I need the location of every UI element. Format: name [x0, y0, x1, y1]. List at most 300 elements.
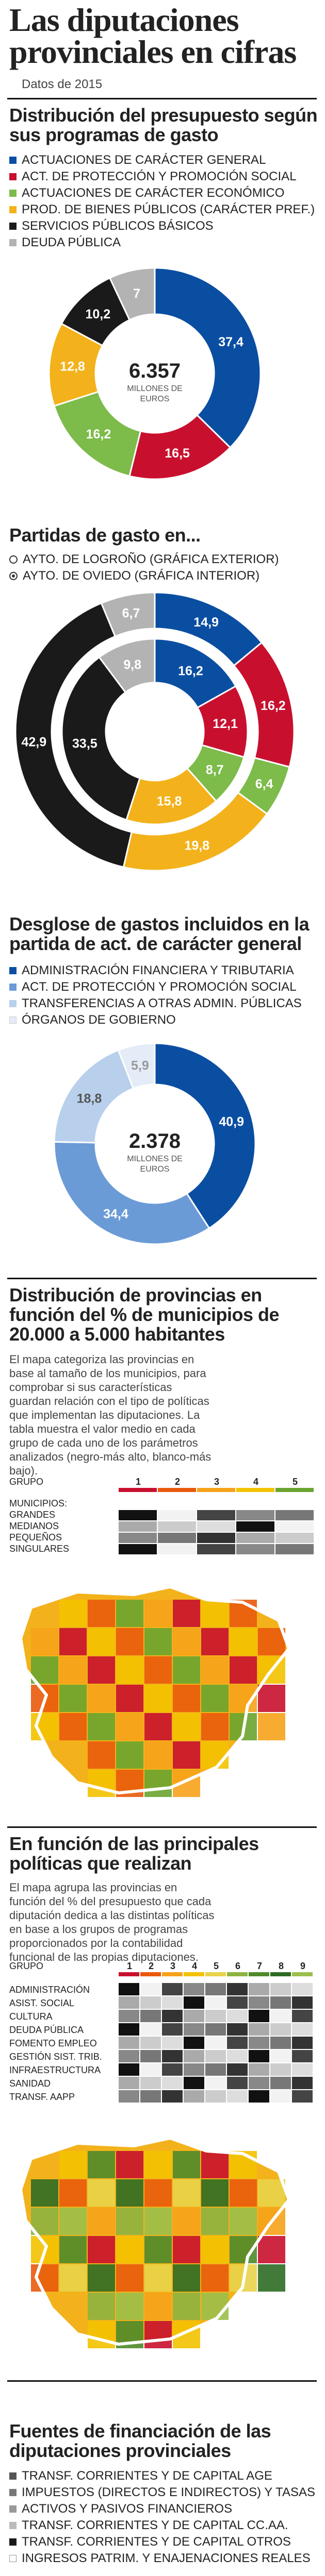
heat-cell — [184, 1983, 204, 1995]
slice-label: 16,5 — [165, 446, 190, 461]
slice-label: 34,4 — [103, 1207, 128, 1222]
heat-cell — [270, 2037, 291, 2049]
center-value: 2.378 — [128, 1130, 181, 1153]
heat-cell — [140, 2063, 161, 2076]
map-province — [116, 1713, 143, 1740]
heat-cell — [162, 2023, 183, 2036]
legend-budget — [9, 152, 319, 251]
heat-cell — [249, 1996, 269, 2009]
legend-financiacion — [9, 2468, 319, 2567]
heat-cell — [270, 2023, 291, 2036]
map-province — [88, 2321, 115, 2348]
row-label: GESTIÓN SIST. TRIB. — [9, 2052, 102, 2062]
group-number: 1 — [126, 1961, 133, 1971]
map-province — [258, 1713, 285, 1740]
heat-cell — [249, 2037, 269, 2049]
map-province — [144, 1685, 172, 1712]
map-province — [144, 2151, 172, 2178]
legend-item: AYTO. DE LOGROÑO (GRÁFICA EXTERIOR) — [23, 552, 279, 566]
map-province — [88, 2236, 115, 2263]
heat-cell — [292, 2090, 313, 2103]
heat-cell — [119, 1521, 157, 1532]
slice-label: 19,8 — [184, 838, 210, 853]
map-province — [59, 2151, 87, 2178]
group-color-bar — [292, 1972, 313, 1976]
row-label: GRANDES — [9, 1510, 56, 1520]
divider — [7, 2380, 317, 2382]
row-label: ADMINISTRACIÓN — [9, 1985, 90, 1995]
heat-cell — [227, 2063, 248, 2076]
map-province — [201, 1713, 229, 1740]
row-label: PEQUEÑOS — [9, 1532, 62, 1543]
heat-cell — [184, 2037, 204, 2049]
heat-cell — [275, 1533, 314, 1543]
legend-item: ACTUACIONES DE CARÁCTER ECONÓMICO — [22, 186, 285, 200]
heat-cell — [184, 2077, 204, 2089]
heat-cell — [119, 2063, 139, 2076]
group-label: GRUPO — [9, 1477, 44, 1487]
heat-cell — [249, 2023, 269, 2036]
heat-cell — [162, 1983, 183, 1995]
map-province — [88, 2208, 115, 2235]
heat-cell — [119, 2077, 139, 2089]
legend-item: ADMINISTRACIÓN FINANCIERA Y TRIBUTARIA — [22, 963, 294, 977]
heat-cell — [227, 2037, 248, 2049]
heat-cell — [205, 2063, 226, 2076]
map-province — [201, 1685, 229, 1712]
row-label: SINGULARES — [9, 1544, 70, 1554]
heat-cell — [270, 1996, 291, 2009]
map-province — [88, 1741, 115, 1769]
heat-cell — [249, 2077, 269, 2089]
center-label: EUROS — [140, 1165, 170, 1174]
heat-cell — [184, 2050, 204, 2062]
row-label: TRANSF. AAPP — [9, 2092, 75, 2102]
map-province — [230, 2208, 257, 2235]
section-title-partidas: Partidas de gasto en... — [9, 524, 201, 546]
heat-cell — [184, 1996, 204, 2009]
map-province — [116, 1628, 143, 1655]
legend-item: TRANSFERENCIAS A OTRAS ADMIN. PÚBLICAS — [22, 996, 302, 1010]
legend-item: IMPUESTOS (DIRECTOS E INDIRECTOS) Y TASAS — [22, 2485, 316, 2499]
map-province — [88, 1713, 115, 1740]
map-province — [201, 1741, 229, 1769]
row-label: INFRAESTRUCTURA — [9, 2065, 101, 2075]
legend-item: AYTO. DE OVIEDO (GRÁFICA INTERIOR) — [23, 569, 260, 583]
heat-cell — [162, 2050, 183, 2062]
heat-cell — [270, 1983, 291, 1995]
slice-label: 6,7 — [122, 606, 140, 621]
slice-label: 12,1 — [213, 717, 238, 732]
heat-cell — [140, 2090, 161, 2103]
map-province — [59, 1628, 87, 1655]
group-number: 5 — [292, 1477, 298, 1487]
heat-cell — [205, 2023, 226, 2036]
map-province — [173, 1685, 200, 1712]
map-province — [88, 2264, 115, 2292]
map-province — [144, 2321, 172, 2348]
heat-cell — [275, 1521, 314, 1532]
heat-cell — [249, 2090, 269, 2103]
heat-cell — [205, 1983, 226, 1995]
map-province — [116, 1685, 143, 1712]
legend-item: ACT. DE PROTECCIÓN Y PROMOCIÓN SOCIAL — [22, 170, 297, 183]
section-title-politicas: En función de las principales políticas que realizan — [9, 1833, 259, 1874]
map-province — [144, 2236, 172, 2263]
row-label: ASIST. SOCIAL — [9, 1998, 75, 2008]
map-municipios — [0, 1571, 325, 1814]
map-province — [144, 1741, 172, 1769]
heat-cell — [205, 1996, 226, 2009]
heat-cell — [236, 1510, 274, 1520]
heat-cell — [158, 1544, 196, 1554]
heat-cell — [119, 2023, 139, 2036]
map-province — [230, 1656, 257, 1684]
divider — [7, 98, 317, 99]
group-color-bar — [227, 1972, 248, 1976]
group-color-bar — [140, 1972, 161, 1976]
group-color-bar — [119, 1488, 157, 1492]
legend-item: SERVICIOS PÚBLICOS BÁSICOS — [22, 219, 214, 233]
map-province — [88, 1685, 115, 1712]
heat-cell — [158, 1533, 196, 1543]
divider — [7, 1826, 317, 1828]
group-label: GRUPO — [9, 1961, 44, 1971]
map-province — [88, 1628, 115, 1655]
map-province — [88, 2293, 115, 2320]
row-label: DEUDA PÚBLICA — [9, 2025, 84, 2035]
heat-cell — [197, 1521, 235, 1532]
row-label: CULTURA — [9, 2011, 53, 2022]
heat-cell — [119, 2010, 139, 2022]
heat-cell — [270, 2077, 291, 2089]
slice-label: 8,7 — [205, 762, 224, 777]
map-province — [173, 2264, 200, 2292]
heat-cell — [227, 2023, 248, 2036]
map-province — [59, 1713, 87, 1740]
map-province — [144, 1770, 172, 1797]
heat-cell — [270, 2090, 291, 2103]
heat-cell — [140, 1983, 161, 1995]
map-province — [59, 1656, 87, 1684]
map-province — [116, 2179, 143, 2207]
map-province — [88, 1770, 115, 1797]
legend-item: ACT. DE PROTECCIÓN Y PROMOCIÓN SOCIAL — [22, 980, 297, 994]
heat-cell — [292, 1996, 313, 2009]
map-province — [201, 1628, 229, 1655]
map-province — [173, 2293, 200, 2320]
map-province — [201, 2264, 229, 2292]
map-province — [201, 2293, 229, 2320]
heat-cell — [184, 2023, 204, 2036]
heat-cell — [249, 1983, 269, 1995]
row-label: MEDIANOS — [9, 1521, 59, 1531]
map-province — [258, 2264, 285, 2292]
map-province — [59, 1685, 87, 1712]
group-number: 2 — [148, 1961, 154, 1971]
map-province — [201, 2179, 229, 2207]
group-number: 2 — [174, 1477, 181, 1487]
map-province — [173, 2179, 200, 2207]
group-color-bar — [270, 1972, 291, 1976]
map-province — [31, 2179, 58, 2207]
heat-cell — [197, 1533, 235, 1543]
slice-label: 15,8 — [156, 794, 182, 809]
heat-cell — [184, 2063, 204, 2076]
legend-item: ACTIVOS Y PASIVOS FINANCIEROS — [22, 2502, 233, 2516]
map-politicas — [0, 2123, 325, 2365]
heat-cell — [205, 2050, 226, 2062]
heat-cell — [275, 1510, 314, 1520]
legend-item: TRANSF. CORRIENTES Y DE CAPITAL CC.AA. — [22, 2518, 288, 2532]
map-province — [201, 1600, 229, 1627]
heat-cell — [275, 1544, 314, 1554]
page-title: Las diputaciones provinciales en cifras — [9, 2, 297, 70]
center-label: EUROS — [140, 395, 170, 403]
paragraph-politicas: El mapa agrupa las provincias en función del % del presupuesto que cada diputación dedica a las distintas políticas en base a los grupos de programas proporcionados por la contabilidad funcional de las propias diputaciones. — [9, 1881, 215, 1963]
heat-cell — [184, 2010, 204, 2022]
group-number: 9 — [300, 1961, 306, 1971]
group-color-bar — [158, 1488, 196, 1492]
heat-cell — [236, 1544, 274, 1554]
heat-cell — [292, 1983, 313, 1995]
heat-cell — [205, 2037, 226, 2049]
group-color-bar — [275, 1488, 314, 1492]
map-province — [116, 2151, 143, 2178]
heat-cell — [119, 1996, 139, 2009]
slice-label: 14,9 — [193, 615, 219, 630]
group-color-bar — [197, 1488, 235, 1492]
heat-cell — [119, 1533, 157, 1543]
legend-item: TRANSF. CORRIENTES Y DE CAPITAL OTROS — [22, 2535, 291, 2549]
row-label: FOMENTO EMPLEO — [9, 2038, 97, 2048]
section-title-municipios: Distribución de provincias en función del % de municipios de 20.000 a 5.000 habitantes — [9, 1284, 280, 1345]
heat-cell — [205, 2077, 226, 2089]
heat-cell — [236, 1521, 274, 1532]
map-province — [173, 2236, 200, 2263]
heat-cell — [162, 2037, 183, 2049]
map-province — [173, 1741, 200, 1769]
map-province — [144, 1656, 172, 1684]
legend-item: INGRESOS PATRIM. Y ENAJENACIONES REALES — [22, 2551, 311, 2565]
heat-table-municipios — [0, 1473, 325, 1561]
map-province — [116, 2208, 143, 2235]
heat-cell — [292, 2063, 313, 2076]
map-province — [144, 2208, 172, 2235]
map-province — [173, 1713, 200, 1740]
map-province — [144, 1628, 172, 1655]
heat-cell — [270, 2050, 291, 2062]
map-province — [173, 1600, 200, 1627]
map-province — [59, 2179, 87, 2207]
heat-cell — [119, 2050, 139, 2062]
heat-cell — [140, 2010, 161, 2022]
group-color-bar — [249, 1972, 269, 1976]
section-title-desglose: Desglose de gastos incluidos en la partida de act. de carácter general — [9, 913, 310, 954]
center-value: 6.357 — [128, 360, 181, 382]
slice-label: 10,2 — [85, 307, 111, 321]
row-label: SANIDAD — [9, 2078, 51, 2089]
group-color-bar — [184, 1972, 204, 1976]
map-province — [116, 2293, 143, 2320]
date-label: Datos de 2015 — [22, 77, 103, 91]
map-province — [59, 2208, 87, 2235]
map-province — [144, 2264, 172, 2292]
heat-cell — [292, 2023, 313, 2036]
group-color-bar — [119, 1972, 139, 1976]
heat-cell — [249, 2050, 269, 2062]
heat-cell — [227, 2090, 248, 2103]
row-group-label: MUNICIPIOS: — [9, 1498, 68, 1509]
heat-cell — [197, 1544, 235, 1554]
heat-cell — [292, 2077, 313, 2089]
map-province — [59, 1600, 87, 1627]
group-number: 8 — [278, 1961, 284, 1971]
map-province — [88, 2179, 115, 2207]
group-number: 4 — [191, 1961, 198, 1971]
heat-cell — [119, 2090, 139, 2103]
radio-icon — [9, 572, 18, 580]
heat-cell — [140, 2050, 161, 2062]
paragraph-municipios: El mapa categoriza las provincias en base al tamaño de los municipios, para comprobar si sus características guardan relación con el tipo de políticas que implementan las diputaciones. La tabla muestra el valor medio en cada grupo de cada uno de los parámetros analizados (negro-más alto, blanco-más bajo). — [9, 1353, 212, 1477]
map-province — [144, 2293, 172, 2320]
heat-cell — [158, 1510, 196, 1520]
legend-item: TRANSF. CORRIENTES Y DE CAPITAL AGE — [22, 2469, 272, 2483]
heat-cell — [227, 2050, 248, 2062]
slice-label: 16,2 — [261, 698, 286, 713]
heat-cell — [292, 2037, 313, 2049]
map-province — [258, 2236, 285, 2263]
map-province — [59, 2236, 87, 2263]
map-province — [88, 1656, 115, 1684]
map-province — [144, 2179, 172, 2207]
map-province — [144, 1600, 172, 1627]
map-province — [88, 2151, 115, 2178]
map-province — [173, 2151, 200, 2178]
map-province — [173, 2208, 200, 2235]
heat-cell — [270, 2010, 291, 2022]
heat-cell — [205, 2010, 226, 2022]
legend-item: DEUDA PÚBLICA — [22, 235, 121, 249]
slice-label: 37,4 — [218, 335, 243, 350]
heat-cell — [140, 1996, 161, 2009]
slice-label: 6,4 — [255, 777, 273, 792]
heat-cell — [227, 1996, 248, 2009]
heat-cell — [227, 2077, 248, 2089]
legend-item: PROD. DE BIENES PÚBLICOS (CARÁCTER PREF.) — [22, 202, 315, 216]
map-province — [258, 1685, 285, 1712]
donut-chart-budget — [0, 263, 325, 484]
heat-cell — [119, 1983, 139, 1995]
slice-label: 16,2 — [86, 427, 111, 442]
map-province — [258, 1628, 285, 1655]
slice-label: 9,8 — [123, 657, 142, 672]
slice-label: 16,2 — [178, 664, 203, 679]
heat-cell — [140, 2077, 161, 2089]
map-province — [201, 2151, 229, 2178]
legend-item: ÓRGANOS DE GOBIERNO — [22, 1013, 176, 1027]
heat-cell — [162, 2090, 183, 2103]
group-number: 5 — [213, 1961, 219, 1971]
slice-label: 7 — [133, 286, 141, 301]
heat-cell — [162, 2077, 183, 2089]
map-province — [201, 2236, 229, 2263]
center-label: MILLONES DE — [127, 384, 183, 393]
heat-cell — [197, 1510, 235, 1520]
map-province — [116, 1600, 143, 1627]
heat-cell — [249, 2063, 269, 2076]
map-province — [116, 2264, 143, 2292]
group-color-bar — [205, 1972, 226, 1976]
map-province — [173, 1656, 200, 1684]
heat-cell — [184, 2090, 204, 2103]
map-province — [116, 2236, 143, 2263]
group-color-bar — [236, 1488, 274, 1492]
map-province — [88, 1600, 115, 1627]
heat-cell — [119, 2037, 139, 2049]
slice-label: 40,9 — [219, 1114, 245, 1129]
radio-icon — [9, 555, 18, 564]
divider — [7, 1278, 317, 1279]
heat-cell — [162, 1996, 183, 2009]
heat-cell — [205, 2090, 226, 2103]
map-province — [230, 2179, 257, 2207]
map-province — [116, 1741, 143, 1769]
center-label: MILLONES DE — [127, 1155, 183, 1163]
map-province — [173, 1628, 200, 1655]
map-province — [31, 1628, 58, 1655]
donut-slice — [155, 268, 261, 448]
heat-cell — [140, 2037, 161, 2049]
map-province — [201, 2208, 229, 2235]
group-number: 1 — [135, 1477, 141, 1487]
group-number: 3 — [214, 1477, 220, 1487]
map-province — [116, 1656, 143, 1684]
section-title-financiacion: Fuentes de financiación de las diputaciones provinciales — [9, 2420, 271, 2461]
heat-table-politicas — [0, 1958, 325, 2112]
heat-cell — [270, 2063, 291, 2076]
heat-cell — [119, 1510, 157, 1520]
group-number: 6 — [235, 1961, 241, 1971]
heat-cell — [227, 1983, 248, 1995]
slice-label: 12,8 — [60, 359, 85, 374]
heat-cell — [162, 2010, 183, 2022]
heat-cell — [292, 2050, 313, 2062]
slice-label: 33,5 — [72, 736, 98, 751]
heat-cell — [249, 2010, 269, 2022]
heat-cell — [158, 1521, 196, 1532]
group-number: 3 — [170, 1961, 176, 1971]
heat-cell — [292, 2010, 313, 2022]
section-title-budget: Distribución del presupuesto según sus programas de gasto — [9, 105, 318, 145]
legend-item: ACTUACIONES DE CARÁCTER GENERAL — [22, 153, 266, 167]
map-province — [59, 2264, 87, 2292]
slice-label: 18,8 — [76, 1091, 102, 1106]
legend-desglose — [9, 962, 319, 1028]
heat-cell — [227, 2010, 248, 2022]
slice-label: 5,9 — [131, 1058, 149, 1073]
group-number: 4 — [253, 1477, 259, 1487]
group-number: 7 — [256, 1961, 263, 1971]
map-province — [258, 2179, 285, 2207]
slice-label: 42,9 — [21, 735, 47, 750]
legend-ayto — [9, 551, 319, 584]
donut-chart-desglose — [0, 1041, 325, 1247]
group-color-bar — [162, 1972, 183, 1976]
heat-cell — [162, 2063, 183, 2076]
map-province — [144, 1713, 172, 1740]
donut-chart-ayto — [0, 587, 325, 876]
